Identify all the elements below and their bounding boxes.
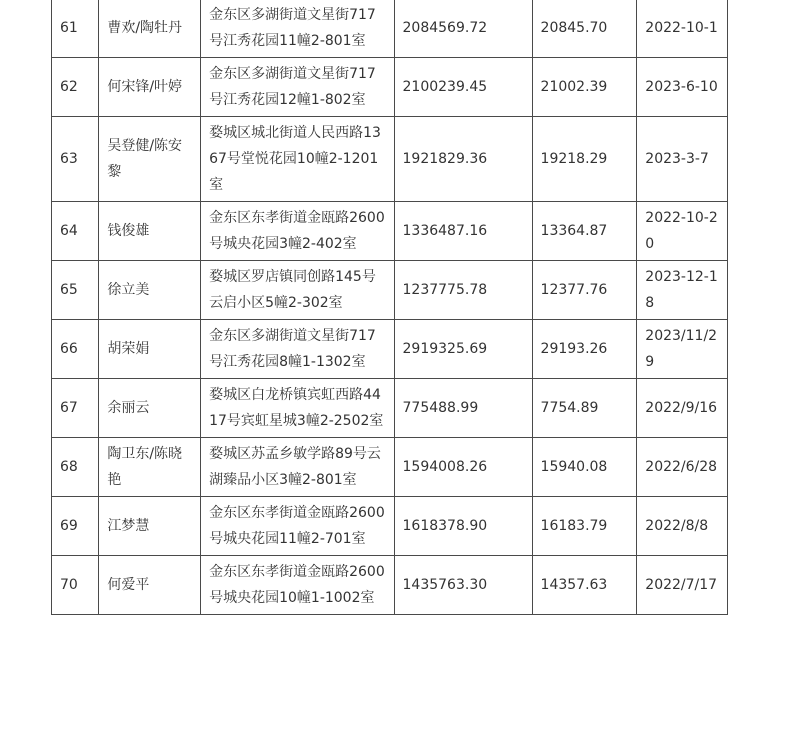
owner-name: 曹欢/陶牡丹 [99, 0, 201, 58]
owner-name: 何宋锋/叶婷 [99, 58, 201, 117]
amount: 1618378.90 [394, 497, 532, 556]
row-number: 69 [52, 497, 99, 556]
row-number: 68 [52, 438, 99, 497]
property-address: 金东区东孝街道金瓯路2600号城央花园10幢1-1002室 [201, 556, 394, 615]
table-row [52, 497, 728, 556]
table-row [52, 117, 728, 202]
property-address: 金东区多湖街道文星街717号江秀花园12幢1-802室 [201, 58, 394, 117]
table-row [52, 58, 728, 117]
records-table [51, 0, 728, 615]
owner-name: 余丽云 [99, 379, 201, 438]
amount: 2084569.72 [394, 0, 532, 58]
date: 2022/7/17 [637, 556, 728, 615]
row-number: 62 [52, 58, 99, 117]
date: 2022-10-1 [637, 0, 728, 58]
deposit: 12377.76 [532, 261, 637, 320]
deposit: 21002.39 [532, 58, 637, 117]
date: 2023-6-10 [637, 58, 728, 117]
amount: 2919325.69 [394, 320, 532, 379]
amount: 1237775.78 [394, 261, 532, 320]
row-number: 61 [52, 0, 99, 58]
amount: 2100239.45 [394, 58, 532, 117]
deposit: 13364.87 [532, 202, 637, 261]
deposit: 14357.63 [532, 556, 637, 615]
table-row [52, 556, 728, 615]
property-address: 金东区东孝街道金瓯路2600号城央花园3幢2-402室 [201, 202, 394, 261]
table-row [52, 320, 728, 379]
deposit: 16183.79 [532, 497, 637, 556]
row-number: 63 [52, 117, 99, 202]
property-address: 婺城区城北街道人民西路1367号堂悦花园10幢2-1201室 [201, 117, 394, 202]
owner-name: 吴登健/陈安黎 [99, 117, 201, 202]
date: 2022/8/8 [637, 497, 728, 556]
row-number: 64 [52, 202, 99, 261]
owner-name: 胡荣娟 [99, 320, 201, 379]
property-address: 金东区多湖街道文星街717号江秀花园8幢1-1302室 [201, 320, 394, 379]
property-address: 婺城区白龙桥镇宾虹西路4417号宾虹星城3幢2-2502室 [201, 379, 394, 438]
deposit: 15940.08 [532, 438, 637, 497]
row-number: 70 [52, 556, 99, 615]
row-number: 67 [52, 379, 99, 438]
table-row [52, 202, 728, 261]
amount: 1435763.30 [394, 556, 532, 615]
property-address: 金东区多湖街道文星街717号江秀花园11幢2-801室 [201, 0, 394, 58]
row-number: 66 [52, 320, 99, 379]
date: 2023/11/29 [637, 320, 728, 379]
table-row [52, 0, 728, 58]
date: 2023-12-18 [637, 261, 728, 320]
amount: 1336487.16 [394, 202, 532, 261]
date: 2022/9/16 [637, 379, 728, 438]
property-address: 婺城区罗店镇同创路145号云启小区5幢2-302室 [201, 261, 394, 320]
owner-name: 何爱平 [99, 556, 201, 615]
date: 2023-3-7 [637, 117, 728, 202]
amount: 1921829.36 [394, 117, 532, 202]
deposit: 29193.26 [532, 320, 637, 379]
row-number: 65 [52, 261, 99, 320]
owner-name: 陶卫东/陈晓艳 [99, 438, 201, 497]
owner-name: 钱俊雄 [99, 202, 201, 261]
date: 2022/6/28 [637, 438, 728, 497]
owner-name: 徐立美 [99, 261, 201, 320]
amount: 775488.99 [394, 379, 532, 438]
property-address: 金东区东孝街道金瓯路2600号城央花园11幢2-701室 [201, 497, 394, 556]
property-address: 婺城区苏孟乡敏学路89号云湖臻品小区3幢2-801室 [201, 438, 394, 497]
deposit: 19218.29 [532, 117, 637, 202]
deposit: 7754.89 [532, 379, 637, 438]
deposit: 20845.70 [532, 0, 637, 58]
amount: 1594008.26 [394, 438, 532, 497]
owner-name: 江梦慧 [99, 497, 201, 556]
table-row [52, 379, 728, 438]
date: 2022-10-20 [637, 202, 728, 261]
table-row [52, 438, 728, 497]
table-row [52, 261, 728, 320]
